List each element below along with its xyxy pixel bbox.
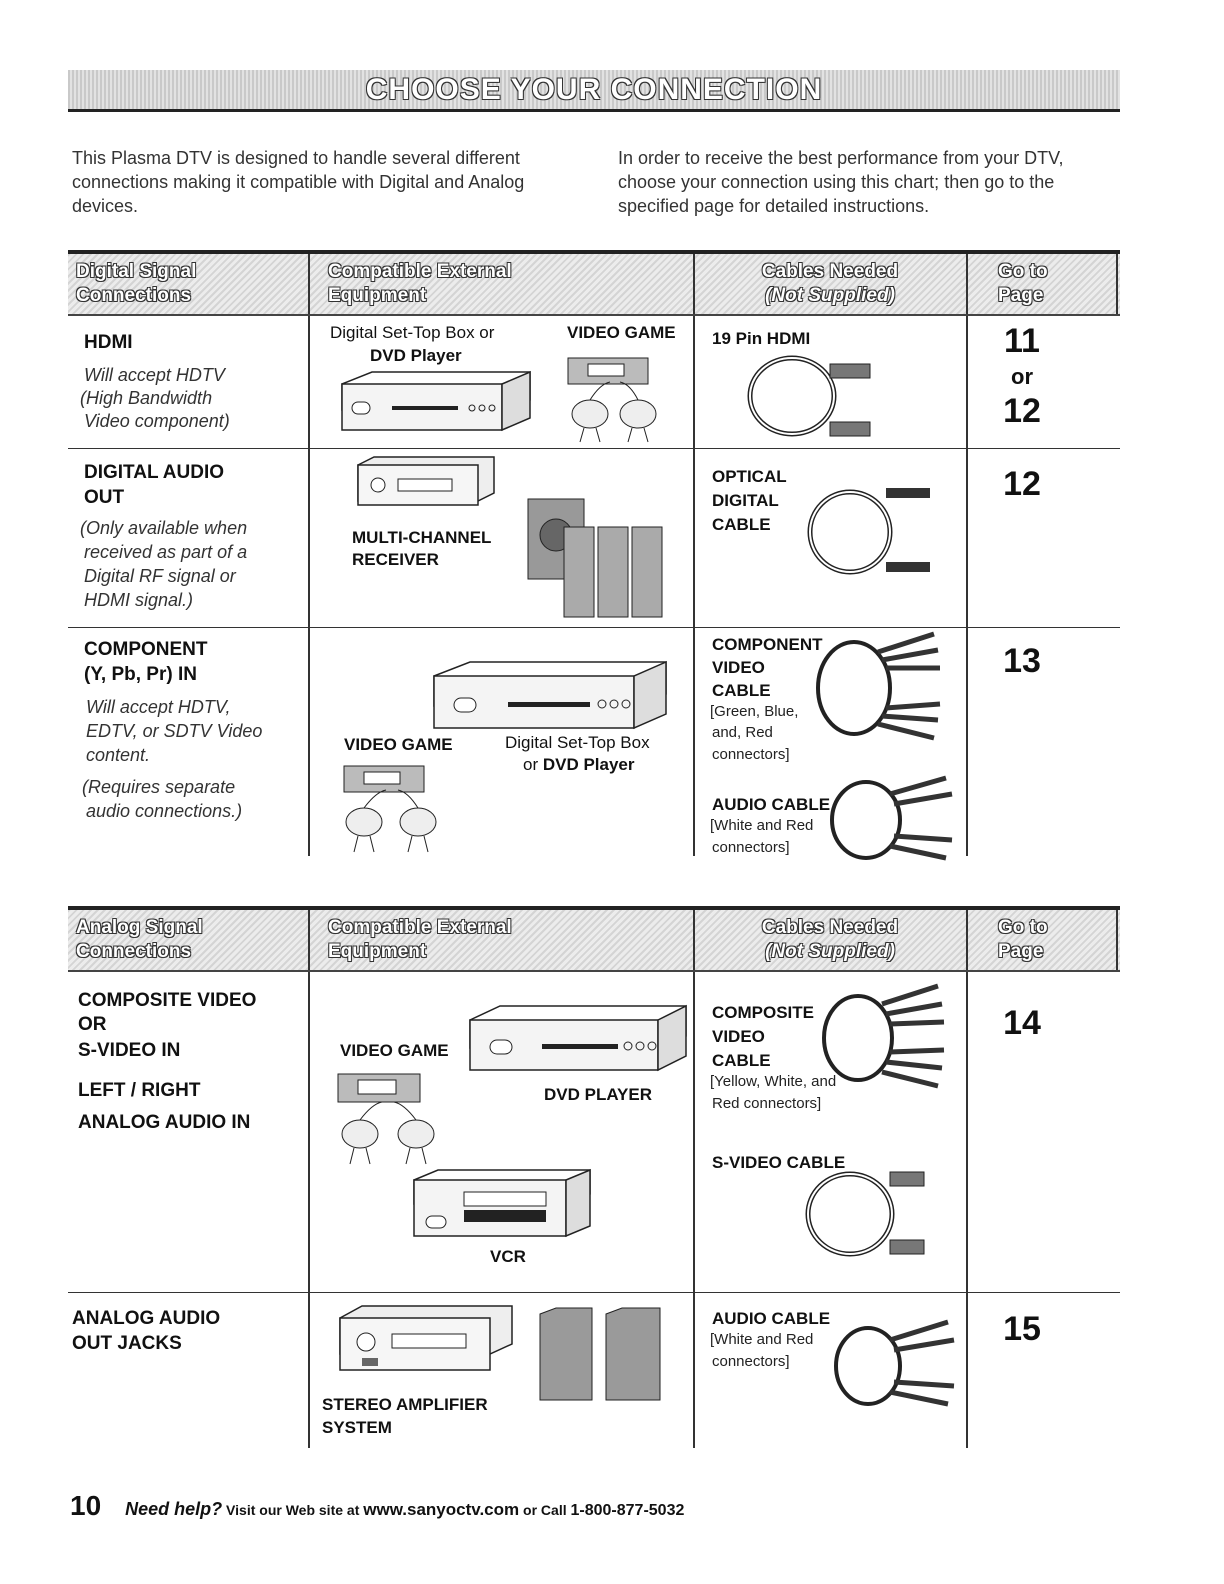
dvd-player-illustration xyxy=(466,1004,690,1080)
call-text: or Call xyxy=(519,1502,571,1518)
header-text: Cables Needed xyxy=(761,917,899,938)
header-text: Page xyxy=(998,285,1044,306)
component-equip-videogame: VIDEO GAME xyxy=(344,735,453,754)
receiver-label: MULTI-CHANNEL xyxy=(352,528,492,547)
header-divider xyxy=(966,254,968,314)
audio-cable-note: connectors] xyxy=(712,839,790,856)
digital-table-header xyxy=(68,250,1120,316)
hdmi-page-12: 12 xyxy=(1003,392,1041,430)
page-title: CHOOSE YOUR CONNECTION xyxy=(365,72,823,106)
composite-page: 14 xyxy=(1003,1004,1041,1042)
vcr-illustration xyxy=(410,1168,594,1240)
analog-table-header xyxy=(68,906,1120,972)
amplifier-label: STEREO AMPLIFIER xyxy=(322,1395,488,1414)
composite-cable-label: VIDEO xyxy=(712,1027,765,1046)
column-divider xyxy=(966,316,968,856)
header-italic: (Not Supplied) xyxy=(765,285,895,306)
digital-audio-title: OUT xyxy=(84,487,125,508)
digital-audio-desc: HDMI signal.) xyxy=(84,590,194,610)
page-number: 10 xyxy=(70,1490,102,1521)
header-divider xyxy=(693,254,695,314)
hdmi-desc: Will accept HDTV xyxy=(84,365,225,385)
amplifier-illustration xyxy=(336,1304,516,1376)
audio-cable-note: [White and Red xyxy=(710,817,814,834)
header-text: Equipment xyxy=(328,285,427,306)
text-bold: DVD Player xyxy=(542,755,635,774)
composite-cable-note: [Yellow, White, and xyxy=(710,1073,837,1090)
analog-audio-cable-note: connectors] xyxy=(712,1353,790,1370)
need-help-text: Need help? xyxy=(125,1499,223,1519)
component-cable-label: VIDEO xyxy=(712,658,765,677)
column-divider xyxy=(308,316,310,856)
hdmi-equip-settop: Digital Set-Top Box or xyxy=(330,323,495,342)
header-text xyxy=(702,284,958,308)
header-divider xyxy=(693,910,695,970)
component-cable-note: and, Red xyxy=(712,724,773,741)
component-cable-label: COMPONENT xyxy=(712,635,823,654)
header-equipment xyxy=(320,254,700,314)
hdmi-page-or: or xyxy=(1011,364,1033,389)
component-page: 13 xyxy=(1003,642,1041,680)
digital-audio-desc: received as part of a xyxy=(84,542,248,562)
video-game-illustration xyxy=(332,1068,456,1168)
analog-audio-title: OUT JACKS xyxy=(72,1333,182,1354)
intro-right: In order to receive the best performance from your DTV, choose your connection using this chart; then go to the specified page for detailed instructions. xyxy=(618,148,1064,216)
optical-cable-label: OPTICAL xyxy=(712,467,787,486)
header-text xyxy=(702,940,958,964)
hdmi-equip-videogame: VIDEO GAME xyxy=(567,323,676,342)
header-divider xyxy=(308,910,310,970)
component-desc: EDTV, or SDTV Video xyxy=(86,721,263,741)
header-italic: (Not Supplied) xyxy=(765,941,895,962)
page-footer xyxy=(70,1490,684,1522)
digital-audio-title: DIGITAL AUDIO xyxy=(84,462,225,483)
composite-equip-vcr: VCR xyxy=(490,1247,526,1266)
header-analog-signal xyxy=(68,910,308,970)
analog-audio-title: ANALOG AUDIO xyxy=(72,1308,221,1329)
hdmi-page-11: 11 xyxy=(1004,322,1040,360)
composite-cable-label: COMPOSITE xyxy=(712,1003,815,1022)
text: or xyxy=(523,755,543,774)
column-divider xyxy=(693,316,695,856)
header-cables xyxy=(694,254,966,314)
phone-number: 1-800-877-5032 xyxy=(570,1502,685,1519)
optical-cable-icon xyxy=(800,482,940,582)
component-cable-note: connectors] xyxy=(712,746,790,763)
receiver-label: RECEIVER xyxy=(352,550,439,569)
header-text: Digital Signal xyxy=(76,261,197,282)
composite-title: COMPOSITE VIDEO xyxy=(78,990,257,1011)
hdmi-cable-label: 19 Pin HDMI xyxy=(712,329,811,348)
component-desc: audio connections.) xyxy=(86,801,243,821)
header-text: Equipment xyxy=(328,941,427,962)
header-text: Analog Signal xyxy=(76,917,203,938)
component-cable-icon xyxy=(808,628,948,743)
digital-audio-desc: Digital RF signal or xyxy=(84,566,236,586)
header-page xyxy=(990,910,1100,970)
analog-audio-cable-label: AUDIO CABLE xyxy=(712,1309,831,1328)
settop-box-illustration xyxy=(430,660,670,738)
header-divider xyxy=(308,254,310,314)
analog-audio-cable-note: [White and Red xyxy=(710,1331,814,1348)
component-equip-settop: Digital Set-Top Box xyxy=(505,733,650,752)
settop-box-illustration xyxy=(332,370,532,440)
receiver-illustration xyxy=(354,455,499,515)
optical-cable-label: DIGITAL xyxy=(712,491,779,510)
header-text: Connections xyxy=(76,285,192,306)
stereo-speakers-illustration xyxy=(536,1306,666,1406)
header-equipment xyxy=(320,910,700,970)
composite-title: OR xyxy=(78,1014,107,1035)
hdmi-desc: Video component) xyxy=(84,411,230,431)
audio-cable-icon xyxy=(820,774,960,862)
header-page xyxy=(990,254,1100,314)
header-digital-signal xyxy=(68,254,308,314)
composite-equip-videogame: VIDEO GAME xyxy=(340,1041,449,1060)
header-divider xyxy=(1116,910,1118,970)
column-divider xyxy=(693,972,695,1448)
amplifier-label: SYSTEM xyxy=(322,1418,392,1437)
hdmi-equip-dvd: DVD Player xyxy=(370,346,462,365)
component-title: (Y, Pb, Pr) IN xyxy=(84,664,197,685)
header-cables xyxy=(694,910,966,970)
row-divider xyxy=(68,1292,1120,1293)
component-cable-note: [Green, Blue, xyxy=(710,703,799,720)
component-title: COMPONENT xyxy=(84,639,208,660)
header-text: Compatible External xyxy=(328,261,512,282)
component-desc: Will accept HDTV, xyxy=(86,697,231,717)
column-divider xyxy=(308,972,310,1448)
optical-cable-label: CABLE xyxy=(712,515,771,534)
composite-title: ANALOG AUDIO IN xyxy=(78,1112,251,1133)
composite-cable-note: Red connectors] xyxy=(712,1095,822,1112)
digital-audio-desc: (Only available when xyxy=(80,518,248,538)
composite-equip-dvd: DVD PLAYER xyxy=(544,1085,653,1104)
composite-cable-icon xyxy=(812,982,952,1092)
header-text: Go to xyxy=(998,917,1048,938)
column-divider xyxy=(966,972,968,1448)
header-text: Connections xyxy=(76,941,192,962)
row-divider xyxy=(68,448,1120,449)
composite-title: S-VIDEO IN xyxy=(78,1040,181,1061)
intro-left: This Plasma DTV is designed to handle several different connections making it compatible with Digital and Analog devices. xyxy=(72,148,525,216)
website-link[interactable]: www.sanyoctv.com xyxy=(363,1500,520,1519)
speakers-illustration xyxy=(526,495,666,620)
header-text: Page xyxy=(998,941,1044,962)
header-divider xyxy=(1116,254,1118,314)
visit-text: Visit our Web site at xyxy=(222,1502,364,1518)
row-divider xyxy=(68,627,1120,628)
component-desc: content. xyxy=(86,745,151,765)
header-text: Compatible External xyxy=(328,917,512,938)
hdmi-title: HDMI xyxy=(84,332,133,353)
header-text: Cables Needed xyxy=(761,261,899,282)
svideo-cable-icon xyxy=(780,1168,930,1260)
hdmi-cable-icon xyxy=(730,350,890,442)
component-desc: (Requires separate xyxy=(82,777,236,797)
svideo-cable-label: S-VIDEO CABLE xyxy=(712,1153,846,1172)
analog-audio-cable-icon xyxy=(822,1318,962,1408)
digital-audio-page: 12 xyxy=(1003,465,1041,503)
component-cable-label: CABLE xyxy=(712,681,771,700)
header-divider xyxy=(966,910,968,970)
audio-cable-label: AUDIO CABLE xyxy=(712,795,831,814)
composite-title: LEFT / RIGHT xyxy=(78,1080,201,1101)
page-banner xyxy=(68,70,1120,112)
component-equip-dvd xyxy=(523,754,635,776)
analog-audio-page: 15 xyxy=(1003,1310,1041,1348)
video-game-illustration xyxy=(560,352,670,444)
video-game-illustration xyxy=(336,760,456,855)
composite-cable-label: CABLE xyxy=(712,1051,771,1070)
header-text: Go to xyxy=(998,261,1048,282)
hdmi-desc: (High Bandwidth xyxy=(80,388,213,408)
